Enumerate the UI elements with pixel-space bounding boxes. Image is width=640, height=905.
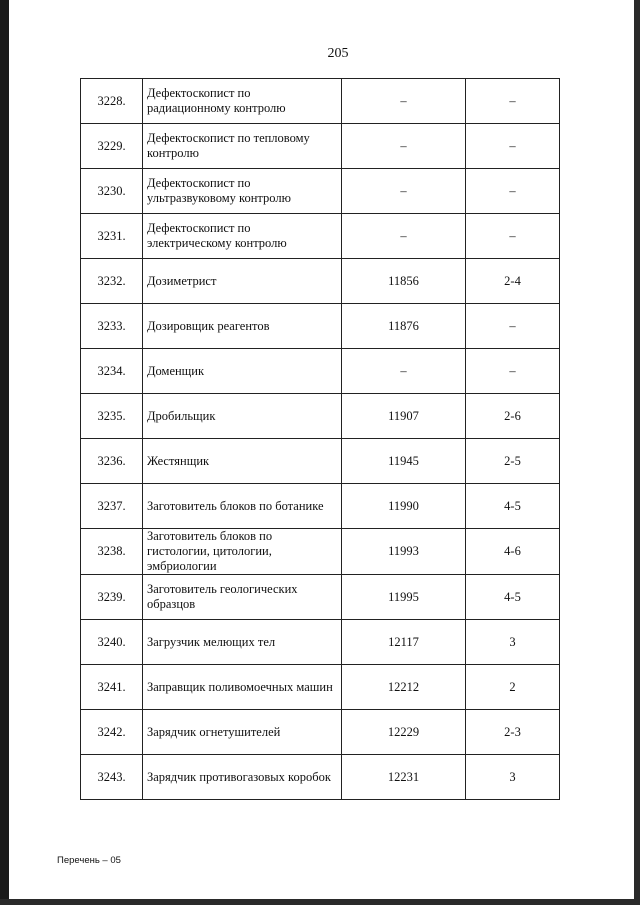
- profession-name-cell: Дозировщик реагентов: [143, 304, 342, 349]
- page-number: 205: [327, 46, 349, 61]
- profession-code-cell: –: [342, 79, 466, 124]
- footer-note: Перечень – 05: [57, 855, 121, 866]
- scan-right-edge: [634, 0, 640, 905]
- row-number-cell: 3233.: [81, 304, 143, 349]
- grade-range-cell: –: [466, 124, 560, 169]
- profession-code-cell: 12117: [342, 620, 466, 665]
- grade-range-cell: 3: [466, 620, 560, 665]
- profession-code-cell: 11990: [342, 484, 466, 529]
- row-number-cell: 3240.: [81, 620, 143, 665]
- table-row: [81, 394, 560, 439]
- row-number-cell: 3229.: [81, 124, 143, 169]
- table-row: [81, 304, 560, 349]
- table-row: [81, 259, 560, 304]
- profession-code-cell: 11876: [342, 304, 466, 349]
- profession-code-cell: 11995: [342, 575, 466, 620]
- grade-range-cell: 2: [466, 665, 560, 710]
- grade-range-cell: 4-5: [466, 575, 560, 620]
- profession-code-cell: 11907: [342, 394, 466, 439]
- profession-name-cell: Заготовитель блоков по гистологии, цитологии, эмбриологии: [143, 529, 342, 575]
- grade-range-cell: –: [466, 214, 560, 259]
- profession-name-cell: Заготовитель геологических образцов: [143, 575, 342, 620]
- grade-range-cell: 4-6: [466, 529, 560, 575]
- profession-name-cell: Дефектоскопист по ультразвуковому контролю: [143, 169, 342, 214]
- profession-code-cell: –: [342, 124, 466, 169]
- table-row: [81, 124, 560, 169]
- row-number-cell: 3232.: [81, 259, 143, 304]
- profession-code-cell: –: [342, 214, 466, 259]
- profession-name-cell: Зарядчик огнетушителей: [143, 710, 342, 755]
- profession-name-cell: Дефектоскопист по тепловому контролю: [143, 124, 342, 169]
- table-row: [81, 755, 560, 800]
- table-row: [81, 665, 560, 710]
- profession-name-cell: Дробильщик: [143, 394, 342, 439]
- table-row: [81, 575, 560, 620]
- row-number-cell: 3241.: [81, 665, 143, 710]
- grade-range-cell: 3: [466, 755, 560, 800]
- row-number-cell: 3238.: [81, 529, 143, 575]
- profession-code-cell: –: [342, 169, 466, 214]
- profession-code-cell: –: [342, 349, 466, 394]
- row-number-cell: 3230.: [81, 169, 143, 214]
- profession-code-cell: 12229: [342, 710, 466, 755]
- table-row: [81, 529, 560, 575]
- table-row: [81, 79, 560, 124]
- table-row: [81, 620, 560, 665]
- profession-code-cell: 12212: [342, 665, 466, 710]
- row-number-cell: 3228.: [81, 79, 143, 124]
- row-number-cell: 3231.: [81, 214, 143, 259]
- profession-name-cell: Дефектоскопист по радиационному контролю: [143, 79, 342, 124]
- profession-code-cell: 12231: [342, 755, 466, 800]
- row-number-cell: 3243.: [81, 755, 143, 800]
- scan-bottom-edge: [0, 899, 640, 905]
- grade-range-cell: 2-5: [466, 439, 560, 484]
- profession-code-cell: 11993: [342, 529, 466, 575]
- profession-code-cell: 11856: [342, 259, 466, 304]
- row-number-cell: 3235.: [81, 394, 143, 439]
- table-row: [81, 484, 560, 529]
- table-row: [81, 214, 560, 259]
- table-body: [81, 79, 560, 800]
- row-number-cell: 3234.: [81, 349, 143, 394]
- grade-range-cell: 4-5: [466, 484, 560, 529]
- table-row: [81, 439, 560, 484]
- grade-range-cell: –: [466, 304, 560, 349]
- grade-range-cell: 2-3: [466, 710, 560, 755]
- profession-name-cell: Доменщик: [143, 349, 342, 394]
- grade-range-cell: –: [466, 169, 560, 214]
- row-number-cell: 3239.: [81, 575, 143, 620]
- row-number-cell: 3236.: [81, 439, 143, 484]
- profession-code-cell: 11945: [342, 439, 466, 484]
- grade-range-cell: –: [466, 79, 560, 124]
- profession-name-cell: Заправщик поливомоечных машин: [143, 665, 342, 710]
- profession-name-cell: Зарядчик противогазовых коробок: [143, 755, 342, 800]
- profession-name-cell: Загрузчик мелющих тел: [143, 620, 342, 665]
- row-number-cell: 3242.: [81, 710, 143, 755]
- table-row: [81, 710, 560, 755]
- scan-left-edge: [0, 0, 9, 905]
- grade-range-cell: 2-6: [466, 394, 560, 439]
- profession-name-cell: Дефектоскопист по электрическому контролю: [143, 214, 342, 259]
- grade-range-cell: 2-4: [466, 259, 560, 304]
- table-row: [81, 169, 560, 214]
- profession-table: [80, 78, 560, 800]
- table-row: [81, 349, 560, 394]
- profession-name-cell: Жестянщик: [143, 439, 342, 484]
- grade-range-cell: –: [466, 349, 560, 394]
- profession-name-cell: Заготовитель блоков по ботанике: [143, 484, 342, 529]
- profession-name-cell: Дозиметрист: [143, 259, 342, 304]
- row-number-cell: 3237.: [81, 484, 143, 529]
